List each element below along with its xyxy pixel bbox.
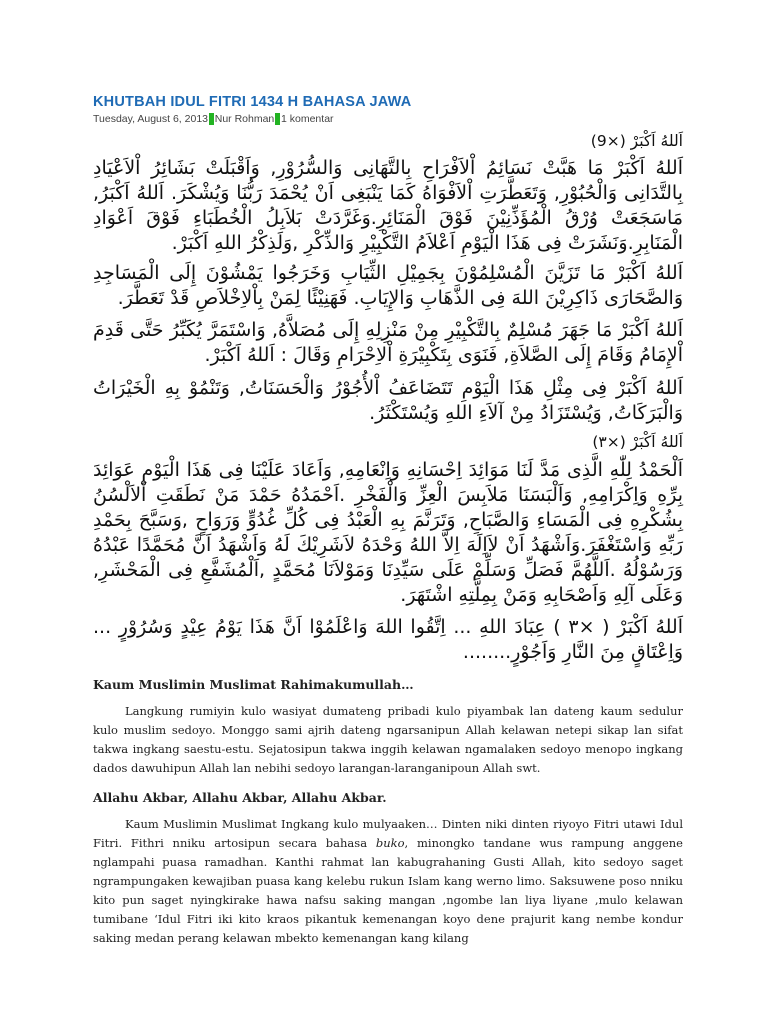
body-text: Kaum Muslimin Muslimat Ingkang kulo mulyaaken… Dinten niki dinten riyoyo Fitri utawi Idul Fitri. Fithri nniku artosipun secara bahasa <box>93 817 683 850</box>
arabic-paragraph-3: اَللهُ اَكْبَرْ مَا جَهَرَ مُسْلِمٌ بِالتَّكْبِيْرِ مِنْ مَنْزِلِهِ إِلَى مُصَلاَّهُ, وَاسْتَمَرَّ يُكَبِّرُ حَتَّى قَدِمَ اْلإِمَامُ وَقَامَ إِلَى الصَّلاَةِ, فَنَوَى بِتَكْبِيْرَةِ اْلاِحْرَامِ وَقَالَ : اَللهُ اَكْبَرْ. <box>93 318 683 366</box>
post-meta <box>93 113 683 125</box>
arabic-paragraph-5: اَلْحَمْدُ لِلّٰهِ الَّذِى مَدَّ لَنَا مَوَائِدَ اِحْسَانِهِ وَاِنْعَامِهِ, وَاَعَادَ عَلَيْنَا فِى هَذَا الْيَوْمِ عَوَائِدَ بِرِّهِ وَاِكْرَامِهِ, وَاَلْبَسَنَا مَلاَبِسَ الْعِزِّ وَالْفَخْرِ .اَحْمَدُهُ حَمْدَ مَنْ نَطَقَتِ اْلاَلْسُنُ بِشُكْرِهِ فِى الْمَسَاءِ وَالصَّبَاحِ, وَتَرَنَّمَ بِهِ الْعَبْدُ فِى كُلِّ غُدُوٍّ وَرَوَاحٍ ,وَسَبَّحَ بِحَمْدِ رَبِّهِ وَاسْتَغْفَرَ.وَاَشْهَدُ اَنْ لاَاِلَهَ اِلاَّ اللهُ وَحْدَهُ لاَشَرِيْكَ لَهُ وَاَشْهَدُ اَنَّ مُحَمَّدًا عَبْدُهُ وَرَسُوْلُهُ .اَللَّهُمَّ فَصَلِّ وَسَلِّمْ عَلَى سَيِّدِنَا وَمَوْلاَنَا مُحَمَّدٍ ,اَلْمُشَفَّعِ فِى الْمَحْشَرِ, وَعَلَى آلِهِ وَاَصْحَابِهِ وَمَنْ بِمِلَّتِهِ اشْتَهَرَ. <box>93 459 683 606</box>
post-author[interactable]: Nur Rohman <box>214 113 275 125</box>
arabic-paragraph-6: اَللهُ اَكْبَرْ ( ×٣ ) عِبَادَ اللهِ ... اِتَّقُوا اللهَ وَاعْلَمُوْا اَنَّ هَذَا يَوْمُ عِيْدٍ وَسُرُوْرٍ ... وَاِعْتَاقٍ مِنَ النَّارِ وَاَجُوْرٍ........ <box>93 616 683 663</box>
article <box>93 94 683 948</box>
post-title[interactable]: KHUTBAH IDUL FITRI 1434 H BAHASA JAWA <box>93 94 412 110</box>
body-paragraph: Langkung rumiyin kulo wasiyat dumateng pribadi kulo piyambak lan dateng kaum sedulur kulo muslim sedoyo. Monggo sami ajrih dateng ngarsanipun Allah kelawan netepi sikap lan sifat takwa ingkang saestu-estu. Sejatosipun takwa inggih kelawan ngamalaken sedoyo menopo ingkang dados dawuhipun Allah lan nebihi sedoyo larangan-laranganipoun Allah swt. <box>93 704 683 775</box>
arabic-paragraph-2: اَللهُ اَكْبَرْ مَا تَزَيَّنَ الْمُسْلِمُوْنَ بِجَمِيْلِ الثِّيَابِ وَخَرَجُوا يَمْشُوْنَ إِلَى الْمَسَاجِدِ وَالصَّحَارَى ذَاكِرِيْنَ اللهَ فِى الذَّهَابِ وَالإِيَابِ. فَهَنِيْئًا لِمَنْ بِاْلاِخْلاَصِ قَدْ تَعَطَّرَ. <box>93 261 683 309</box>
body-text: , minongko tandane wus rampung anggene nglampahi puasa ramadhan. Kanthi rahmat lan kabugrahaning Gusti Allah, kito sedoyo saget ngrampungaken kewajiban puasa kang kelebu rukun Islam kang werno limo. Saksuwene poso nniku kito pun saget nyingkirake hawa nafsu saking mangan ,ngombe lan liya liyane ,mulo kelawan tumibane ‘Idul Fitri iki kito kraos pikantuk kemenangan koyo dene prajurit kang nembe kondur saking medan perang kelawan mbekto kemenangan kang kilang <box>93 836 683 945</box>
post-date[interactable]: Tuesday, August 6, 2013 <box>93 113 208 125</box>
section-heading: Kaum Muslimin Muslimat Rahimakumullah… <box>93 677 414 692</box>
arabic-takbir-3: اَللهُ اَكْبَرْ (×٣) <box>592 432 683 451</box>
body-paragraph <box>93 815 683 948</box>
section-heading: Allahu Akbar, Allahu Akbar, Allahu Akbar. <box>93 790 387 805</box>
post-comments-link[interactable]: 1 komentar <box>281 113 334 125</box>
arabic-paragraph-4: اَللهُ اَكْبَرْ فِى مِثْلِ هَذَا الْيَوْمِ تَتَضَاعَفُ اْلأُجُوْرُ وَالْحَسَنَاتُ, وَتَنْمُوْ بِهِ الْخَيْرَاتُ وَالْبَرَكَاتُ, وَيُسْتَزَادُ مِنْ آلاَءِ اللهِ وَيُسْتَكْثَرُ. <box>93 376 683 424</box>
meta-separator: | <box>276 113 279 125</box>
arabic-takbir-9: اَللهُ اَكْبَرْ (×9) <box>590 132 683 150</box>
emphasis-text: buko <box>375 836 405 850</box>
meta-separator: | <box>210 113 213 125</box>
arabic-paragraph-1: اَللهُ اَكْبَرْ مَا هَبَّتْ نَسَائِمُ اْلاَفْرَاحِ بِالتَّهَانِى وَالسُّرُوْرِ, وَاَقْبَلَتْ بَشَائِرُ اْلاَعْيَادِ بِالتَّدَانِى وَالْحُبُوْرِ, وَتَعَطَّرَتِ اْلاَفْوَاهُ كَمَا يَنْبَغِى اَنْ يُحْمَدَ رَبُّنَا وَيُشْكَرَ. اَللهُ اَكْبَرُ, مَاسَجَعَتْ وُرْقُ الْمُؤَذِّنِيْنَ فَوْقَ الْمَنَائِرِ.وَغَرَّدَتْ بَلاَبِلُ الْخُطَبَاءِ فَوْقَ اَعْوَادِ الْمَنَابِرِ.وَنَشَرَتْ فِى هَذَا الْيَوْمِ اَعْلاَمُ التَّكْبِيْرِ وَالذِّكْرِ ,وَلَذِكْرُ اللهِ اَكْبَرْ. <box>93 156 683 254</box>
